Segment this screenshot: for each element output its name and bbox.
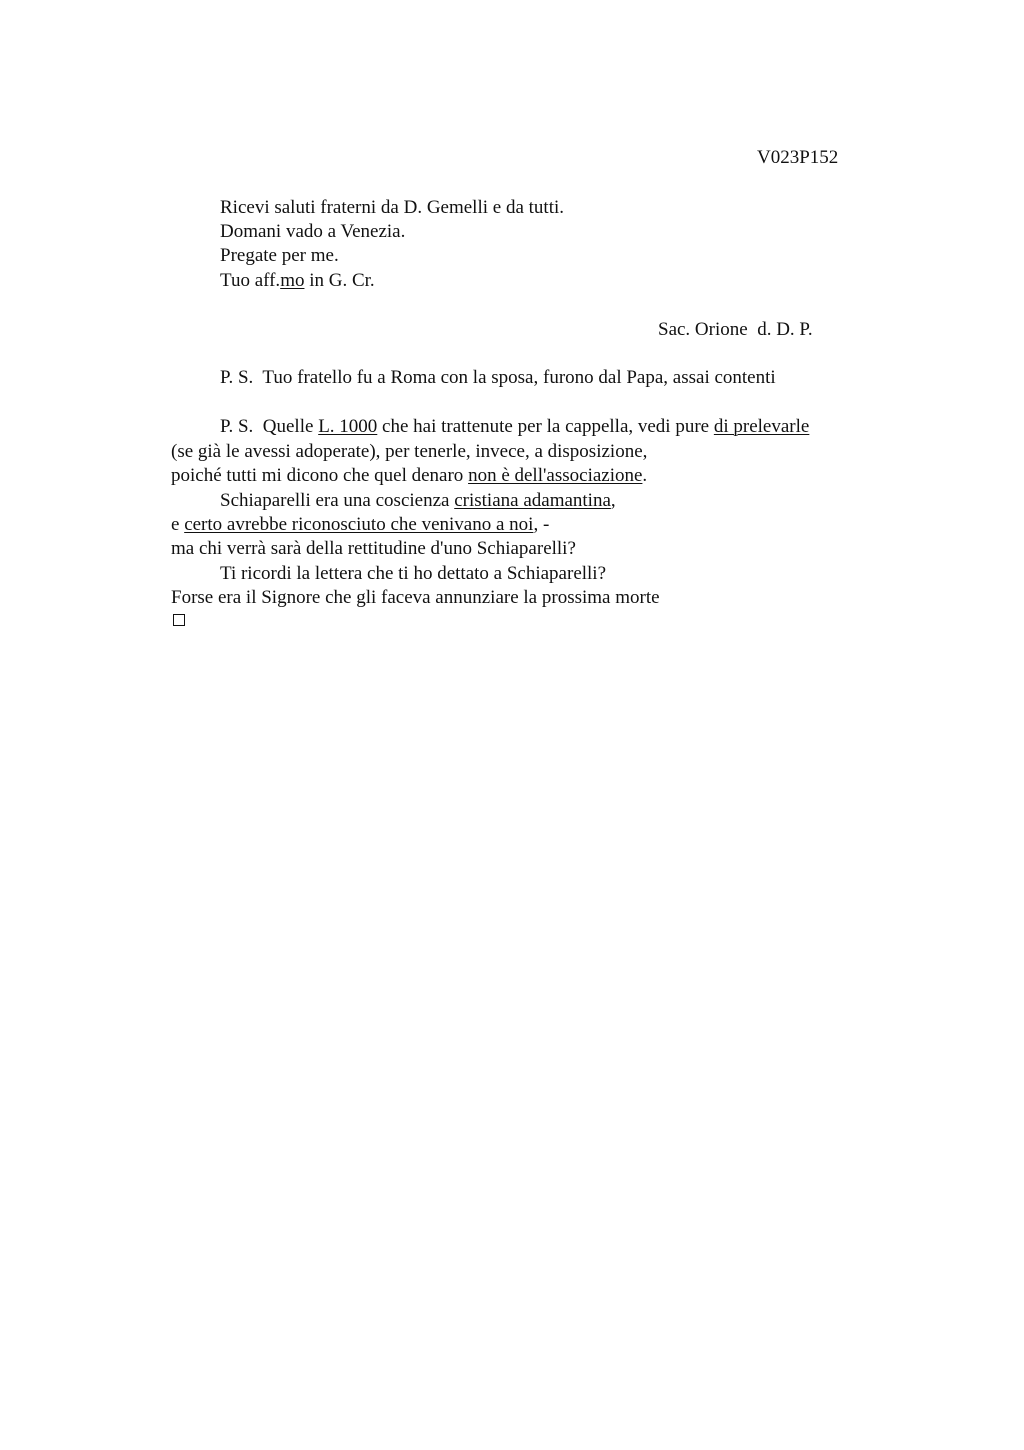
ps2-underlined: certo avrebbe riconosciuto che venivano a noi [184, 514, 534, 535]
greeting-line: Ricevi saluti fraterni da D. Gemelli e da tutti. [220, 197, 565, 218]
end-marker-box [173, 614, 185, 626]
postscript-2-line: (se già le avessi adoperate), per tenerle, invece, a disposizione, [171, 441, 648, 462]
postscript-2-line: ma chi verrà sarà della rettitudine d'uno Schiaparelli? [171, 538, 576, 559]
ps2-text: poiché tutti mi dicono che quel denaro [171, 465, 469, 486]
ps2-text: Schiaparelli era una coscienza [220, 490, 455, 511]
postscript-1: P. S. Tuo fratello fu a Roma con la sposa, furono dal Papa, assai contenti [220, 367, 776, 388]
ps2-text: e [171, 514, 185, 535]
document-reference: V023P152 [757, 147, 839, 168]
greeting-line: Pregate per me. [220, 245, 339, 266]
postscript-2-line [220, 489, 616, 513]
ps2-text: . [642, 465, 648, 486]
closing-underlined: mo [280, 270, 305, 291]
ps2-text: , [610, 490, 616, 511]
greeting-line: Domani vado a Venezia. [220, 221, 406, 242]
postscript-2-line [220, 415, 809, 439]
postscript-2-line [171, 464, 647, 488]
ps2-text: P. S. Quelle [220, 416, 319, 437]
closing-prefix: Tuo aff. [220, 270, 281, 291]
signature: Sac. Orione d. D. P. [658, 319, 813, 340]
ps2-underlined: di prelevarle [713, 416, 810, 437]
postscript-2-line: Ti ricordi la lettera che ti ho dettato a Schiaparelli? [220, 563, 607, 584]
ps2-amount: L. 1000 [318, 416, 378, 437]
ps2-underlined: cristiana adamantina [454, 490, 611, 511]
postscript-2-line [171, 513, 549, 537]
ps2-text: , - [533, 514, 550, 535]
ps2-underlined: non è dell'associazione [468, 465, 643, 486]
closing-suffix: in G. Cr. [304, 270, 375, 291]
closing-line [220, 269, 375, 293]
ps2-text: che hai trattenute per la cappella, vedi pure [377, 416, 714, 437]
postscript-2-line: Forse era il Signore che gli faceva annunziare la prossima morte [171, 587, 660, 608]
